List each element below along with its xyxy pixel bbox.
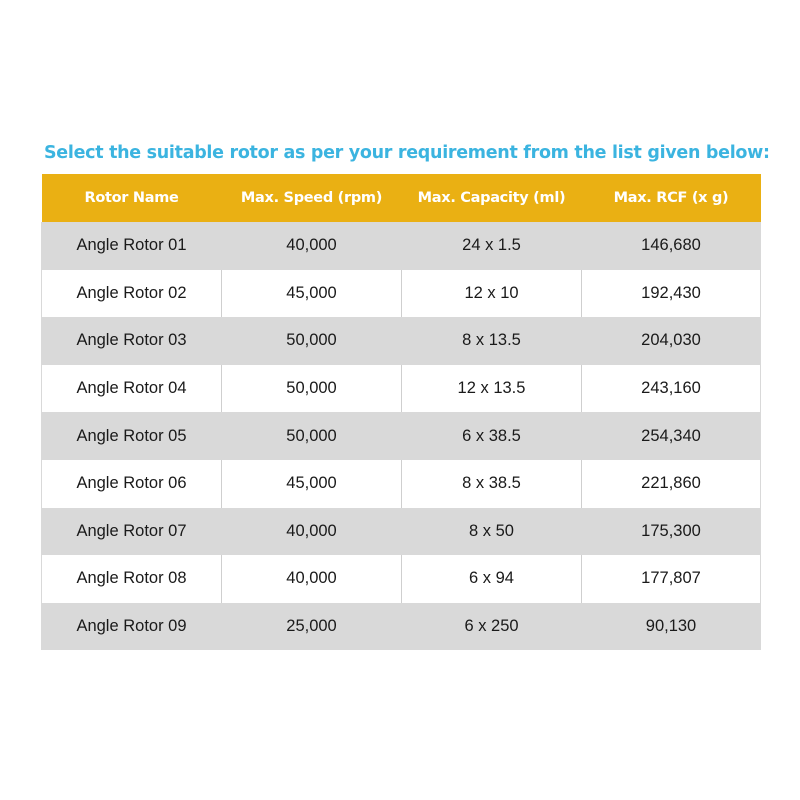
max-rcf-cell: 146,680: [582, 222, 761, 270]
max-capacity-cell: 12 x 13.5: [402, 365, 582, 413]
max-capacity-cell: 8 x 50: [402, 508, 582, 556]
column-header-rotor-name: Rotor Name: [42, 174, 222, 222]
max-rcf-cell: 221,860: [582, 460, 761, 508]
max-speed-cell: 40,000: [222, 508, 402, 556]
max-rcf-cell: 243,160: [582, 365, 761, 413]
max-capacity-cell: 12 x 10: [402, 270, 582, 318]
rotor-name-cell: Angle Rotor 05: [42, 412, 222, 460]
rotor-name-cell: Angle Rotor 06: [42, 460, 222, 508]
rotor-table: [41, 174, 761, 650]
max-speed-cell: 50,000: [222, 317, 402, 365]
rotor-name-cell: Angle Rotor 04: [42, 365, 222, 413]
table-row: [42, 555, 761, 603]
rotor-name-cell: Angle Rotor 09: [42, 603, 222, 651]
max-capacity-cell: 8 x 13.5: [402, 317, 582, 365]
max-speed-cell: 45,000: [222, 460, 402, 508]
rotor-name-cell: Angle Rotor 08: [42, 555, 222, 603]
max-speed-cell: 25,000: [222, 603, 402, 651]
max-capacity-cell: 8 x 38.5: [402, 460, 582, 508]
rotor-name-cell: Angle Rotor 01: [42, 222, 222, 270]
table-row: [42, 317, 761, 365]
table-body: [42, 222, 761, 650]
table-row: [42, 508, 761, 556]
max-speed-cell: 50,000: [222, 365, 402, 413]
rotor-name-cell: Angle Rotor 02: [42, 270, 222, 318]
rotor-name-cell: Angle Rotor 03: [42, 317, 222, 365]
table-row: [42, 603, 761, 651]
page-heading: Select the suitable rotor as per your requirement from the list given below:: [44, 143, 770, 163]
table-row: [42, 460, 761, 508]
table-row: [42, 270, 761, 318]
max-rcf-cell: 175,300: [582, 508, 761, 556]
column-header-max-rcf: Max. RCF (x g): [582, 174, 761, 222]
column-header-max-capacity: Max. Capacity (ml): [402, 174, 582, 222]
table-row: [42, 222, 761, 270]
max-speed-cell: 50,000: [222, 412, 402, 460]
max-capacity-cell: 6 x 38.5: [402, 412, 582, 460]
column-header-max-speed: Max. Speed (rpm): [222, 174, 402, 222]
max-rcf-cell: 192,430: [582, 270, 761, 318]
max-speed-cell: 40,000: [222, 222, 402, 270]
max-capacity-cell: 6 x 250: [402, 603, 582, 651]
table-header: [42, 174, 761, 222]
max-rcf-cell: 254,340: [582, 412, 761, 460]
header-row: [42, 174, 761, 222]
max-capacity-cell: 6 x 94: [402, 555, 582, 603]
max-rcf-cell: 90,130: [582, 603, 761, 651]
max-speed-cell: 40,000: [222, 555, 402, 603]
max-rcf-cell: 177,807: [582, 555, 761, 603]
table-row: [42, 412, 761, 460]
max-speed-cell: 45,000: [222, 270, 402, 318]
max-rcf-cell: 204,030: [582, 317, 761, 365]
table-row: [42, 365, 761, 413]
rotor-name-cell: Angle Rotor 07: [42, 508, 222, 556]
max-capacity-cell: 24 x 1.5: [402, 222, 582, 270]
